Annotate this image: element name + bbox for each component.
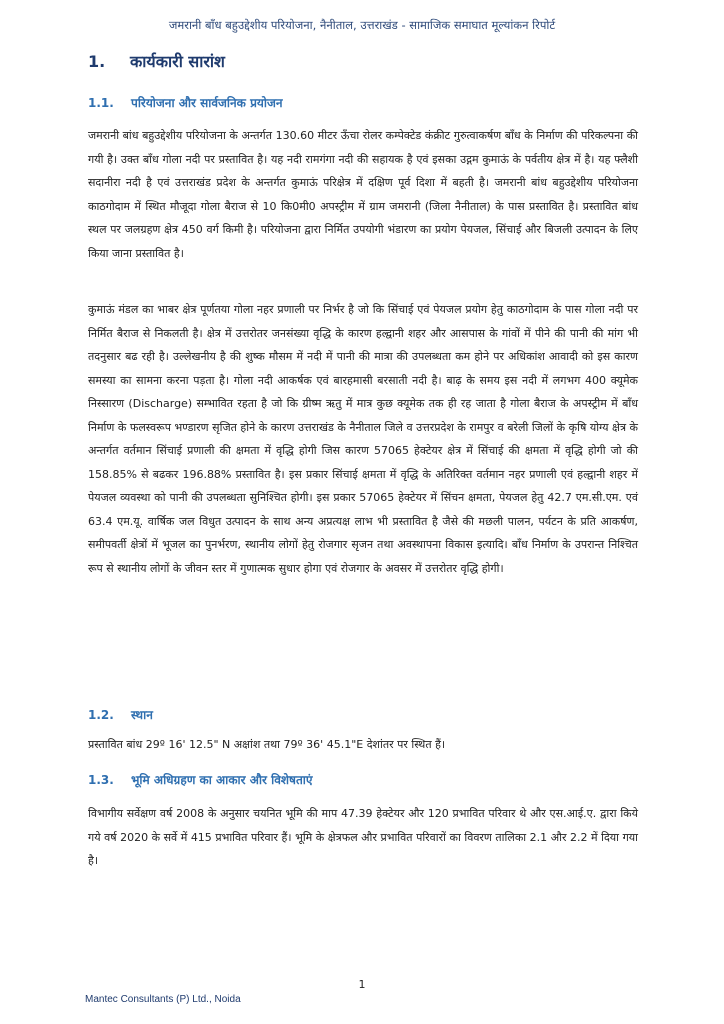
subsection-title: भूमि अधिग्रहण का आकार और विशेषताएं [131,773,313,787]
subsection-number: 1.2. [88,708,114,722]
paragraph-location: प्रस्तावित बांध 29º 16' 12.5" N अक्षांश तथा 79º 36' 45.1"E देशांतर पर स्थित हैं। [88,738,446,751]
running-header: जमरानी बाँध बहुउद्देशीय परियोजना, नैनीताल, उत्तराखंड - सामाजिक समाघात मूल्यांकन रिपोर्ट [168,18,556,32]
subsection-heading-1-1 [88,94,283,111]
section-number: 1. [88,52,106,71]
section-heading-1 [88,50,225,72]
paragraph-irrigation-benefits: कुमाऊं मंडल का भाबर क्षेत्र पूर्णतया गोला नहर प्रणाली पर निर्भर है जो कि सिंचाई एवं पेयजल प्रयोग हेतु काठगोदाम के पास गोला नदी पर निर्मित बैराज से निकलती है। क्षेत्र में उत्तरोतर जनसंख्या वृद्धि के कारण हल्द्वानी शहर और आसपास के गांवों में पीने की पानी की मांग भी तदनुसार बढ रही है। उल्लेखनीय है की शुष्क मौसम में नदी में पानी की मात्रा की उपलब्धता कम होने पर अधिकांश आवादी को इस कारण समस्या का सामना करना पड़ता है। गोला नदी आकर्षक एवं बारहमासी बरसाती नदी है। बाढ़ के समय इस नदी में लगभग 400 क्यूमेक निस्सारण (Discharge) सम्भावित रहता है जो कि ग्रीष्म ऋतु में मात्र कुछ क्यूमेक तक ही रह जाता है गोला बैराज के अपस्ट्रीम में बाँध निर्माण के फलस्वरूप भण्डारण सृजित होने के कारण उत्तराखंड के नैनीताल जिले व उत्तरप्रदेश के रामपुर व बरेली जिलों के कृषि योग्य क्षेत्र के अन्तर्गत वर्तमान सिंचाई प्रणाली की क्षमता में वृद्धि होगी जिस कारण 57065 हेक्टेयर क्षेत्र में सिंचाई की क्षमता में वृद्धि होगी जो की 158.85% से बढकर 196.88% प्रस्तावित है। इस प्रकार सिंचाई क्षमता में वृद्धि के अतिरिक्त वर्तमान नहर प्रणाली एवं हल्द्वानी शहर में पेयजल व्यवस्था को पानी की उपलब्धता सुनिश्चित होगी। इस प्रकार 57065 हेक्टेयर में सिंचन क्षमता, पेयजल हेतु 42.7 एम.सी.एम. एवं 63.4 एम.यू. वार्षिक जल विधुत उत्पादन के साथ अन्य अप्रत्यक्ष लाभ भी प्रस्तावित है जैसे की मछली पालन, पर्यटन के प्रति आकर्षण, समीपवर्ती क्षेत्रों में भूजल का पुनर्भरण, स्थानीय लोगों हेतु रोजगार सृजन तथा अवस्थापना विकास इत्यादि। बाँध निर्माण के उपरान्त निश्चित रूप से स्थानीय लोगों के जीवन स्तर में गुणात्मक सुधार होगा एवं रोजगार के अवसर में उत्तरोतर वृद्धि होगी। [88,303,638,575]
subsection-number: 1.3. [88,773,114,787]
subsection-heading-1-3 [88,771,313,788]
section-title: कार्यकारी सारांश [130,52,225,71]
subsection-heading-1-2 [88,706,153,723]
paragraph-land-acquisition: विभागीय सर्वेक्षण वर्ष 2008 के अनुसार चयनित भूमि की माप 47.39 हेक्टेयर और 120 प्रभावित परिवार थे और एस.आई.ए. द्वारा किये गये वर्ष 2020 के सर्वे में 415 प्रभावित परिवार हैं। भूमि के क्षेत्रफल और प्रभावित परिवारों का विवरण तालिका 2.1 और 2.2 में दिया गया है। [88,807,638,867]
subsection-title: परियोजना और सार्वजनिक प्रयोजन [131,96,283,110]
footer-company: Mantec Consultants (P) Ltd., Noida [85,994,241,1005]
subsection-title: स्थान [131,708,153,722]
subsection-number: 1.1. [88,96,114,110]
paragraph-project-purpose: जमरानी बांध बहुउद्देशीय परियोजना के अन्तर्गत 130.60 मीटर ऊँचा रोलर कम्पेक्टेड कंक्रीट गुरुत्वाकर्षण बाँध के निर्माण की परिकल्पना की गयी है। उक्त बाँध गोला नदी पर प्रस्तावित है। यह नदी रामगंगा नदी की सहायक है एवं इसका उद्गम कुमाऊं के पर्वतीय क्षेत्र में है। यह फ्लैशी सदानीरा नदी है एवं उत्तराखंड प्रदेश के अन्तर्गत कुमाऊं परिक्षेत्र में दक्षिण पूर्व दिशा में बहती है। जमरानी बांध बहुउद्देशीय परियोजना काठगोदाम में स्थित मौजूदा गोला बैराज से 10 कि0मी0 अपस्ट्रीम में ग्राम जमरानी (जिला नैनीताल) के पास प्रस्तावित है। प्रस्तावित बांध स्थल पर जलग्रहण क्षेत्र 450 वर्ग किमी है। परियोजना द्वारा निर्मित उपयोगी भंडारण का प्रयोग पेयजल, सिंचाई और बिजली उत्पादन के लिए किया जाना प्रस्तावित है। [88,129,638,260]
page-number: 1 [358,978,366,991]
